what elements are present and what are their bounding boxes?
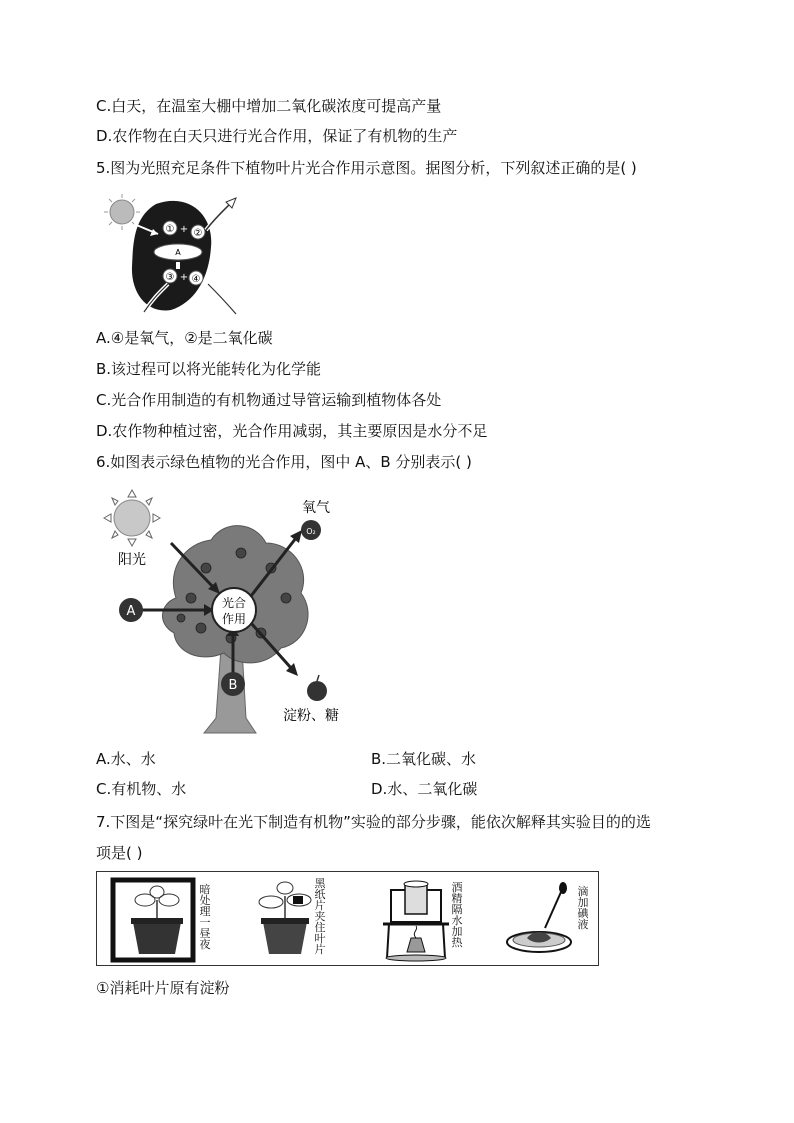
product-label: 淀粉、糖 [283, 708, 339, 724]
label-b: B [228, 678, 238, 693]
svg-text:+: + [179, 224, 189, 235]
o2-label: O₂ [306, 527, 316, 536]
q5-option-c: C.光合作用制造的有机物通过导管运输到植物体各处 [96, 391, 442, 409]
step4-label: 滴加碘液 [577, 885, 589, 931]
q6-option-c: C.有机物、水 [96, 780, 187, 798]
q7-stem-line1: 7.下图是“探究绿叶在光下制造有机物”实验的部分步骤，能依次解释其实验目的的选 [96, 813, 651, 831]
sun-icon [104, 490, 160, 546]
step3-label: 酒精隔水加热 [451, 881, 463, 949]
fig5-label-2: ② [193, 228, 203, 239]
q5-option-d: D.农作物种植过密，光合作用减弱，其主要原因是水分不足 [96, 422, 488, 440]
q7-item-1: ①消耗叶片原有淀粉 [96, 979, 230, 997]
label-a: A [126, 604, 136, 619]
apple-icon [307, 675, 327, 701]
fig5-label-1: ① [165, 224, 175, 235]
step1-label: 暗处理一昼夜 [199, 883, 211, 951]
q7-stem-line2: 项是( ) [96, 844, 143, 862]
leaf-photosynthesis-figure [96, 192, 246, 320]
fig5-label-a: A [175, 248, 181, 257]
q4-option-d: D.农作物在白天只进行光合作用，保证了有机物的生产 [96, 127, 458, 145]
q6-option-d: D.水、二氧化碳 [371, 780, 478, 798]
sun-label: 阳光 [118, 552, 146, 568]
fig5-label-3: ③ [165, 272, 175, 283]
experiment-steps-figure [96, 871, 599, 966]
dark-box-plant-icon [113, 880, 193, 960]
center-label-2: 作用 [221, 612, 247, 626]
tree-photosynthesis-figure [96, 488, 356, 738]
black-paper-plant-icon [259, 882, 311, 954]
q5-stem: 5.图为光照充足条件下植物叶片光合作用示意图。据图分析，下列叙述正确的是( ) [96, 159, 637, 177]
q4-option-c: C.白天，在温室大棚中增加二氧化碳浓度可提高产量 [96, 97, 442, 115]
q6-option-b: B.二氧化碳、水 [371, 750, 477, 768]
iodine-dropper-icon [507, 882, 571, 952]
step2-label: 黑纸片夹住叶片 [314, 877, 326, 956]
center-label-1: 光合 [221, 596, 247, 610]
q5-option-a: A.④是氧气，②是二氧化碳 [96, 329, 273, 347]
svg-text:+: + [179, 272, 189, 283]
q6-stem: 6.如图表示绿色植物的光合作用，图中 A、B 分别表示( ) [96, 453, 472, 471]
water-bath-heating-icon [383, 881, 449, 961]
oxygen-label: 氧气 [302, 500, 330, 516]
fig5-label-4: ④ [191, 274, 201, 285]
q6-option-a: A.水、水 [96, 750, 156, 768]
q5-option-b: B.该过程可以将光能转化为化学能 [96, 360, 322, 378]
